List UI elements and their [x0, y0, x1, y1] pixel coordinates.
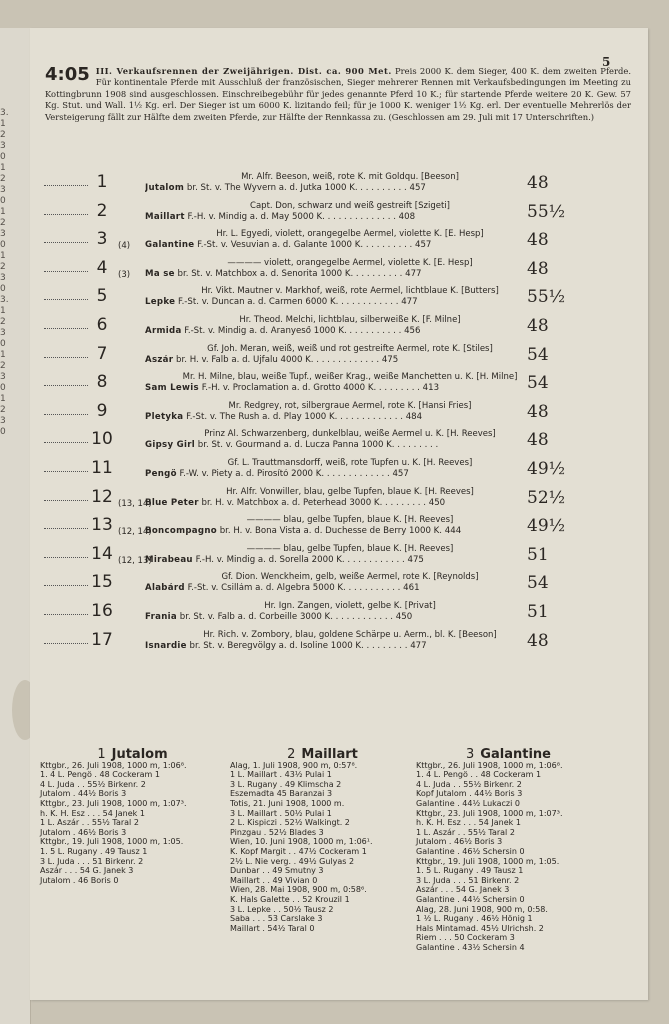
entry-number: 9: [96, 400, 108, 421]
left-margin-digits: [0, 108, 14, 438]
horse-id: 477: [410, 640, 427, 651]
horse-description: F.-H. v. Proclamation a. d. Grotto 4000 K. . . . . . . . .: [201, 383, 420, 394]
form-line: Kttgbr., 26. Juli 1908, 1000 m, 1:06⁸.: [40, 760, 187, 770]
margin-digit: 1: [0, 119, 6, 129]
entry-weight: 48: [527, 630, 549, 651]
horse-name: Pengö: [145, 469, 177, 479]
form-line: 3 L. Maillart . 50½ Pulai 1: [230, 808, 332, 818]
entry-owner: Hr. Rich. v. Zombory, blau, goldene Schärpe u. Aerm., bl. K. [Beeson]: [203, 629, 497, 640]
horse-name: Aszár: [145, 354, 174, 365]
page-number: 5: [602, 55, 611, 69]
horse-name: Armida: [145, 326, 182, 336]
margin-digit: 1: [0, 306, 6, 316]
horse-description: br. H. v. Matchbox a. d. Peterhead 3000 K. . . . . . . . .: [201, 497, 427, 508]
horse-name: Gipsy Girl: [145, 440, 196, 451]
margin-digit: 1: [0, 350, 6, 360]
entry-owner: ———— violett, orangegelbe Aermel, violette K. [E. Hesp]: [227, 257, 473, 268]
form-line: Eszemadta 45 Baranzai 3: [230, 789, 333, 799]
form-line: Wien, 10. Juni 1908, 1000 m, 1:06¹.: [230, 837, 373, 847]
horse-description: F.-St. v. Duncan a. d. Carmen 6000 K. . . . . . . . . . . .: [178, 297, 399, 308]
form-line: Alag, 1. Juli 1908, 900 m, 0:57⁸.: [230, 760, 358, 770]
form-line: Kttgbr., 23. Juli 1908, 1000 m, 1:07³.: [416, 808, 563, 818]
entry-owner: Hr. Vikt. Mautner v. Markhof, weiß, rote Aermel, lichtblaue K. [Butters]: [201, 286, 499, 297]
entry-weight: 48: [527, 230, 549, 251]
form-line: Kttgbr., 23. Juli 1908, 1000 m, 1:07³.: [40, 798, 187, 808]
margin-digit: 3.: [0, 295, 9, 305]
margin-digit: 3: [0, 185, 6, 195]
margin-digit: 2: [0, 218, 6, 228]
horse-name: Mirabeau: [145, 554, 193, 565]
entry-weight: 48: [527, 258, 549, 279]
form-line: 1 ½ L. Rugany . 46½ Hönig 1: [416, 914, 533, 924]
entry-owner: Mr. Alfr. Beeson, weiß, rote K. mit Goldqu. [Beeson]: [241, 172, 459, 182]
margin-digit: 1: [0, 251, 6, 261]
entry-row: [30, 171, 648, 201]
race-title: III. Verkaufsrennen der Zweijährigen. Dist. ca. 900 Met.: [95, 66, 392, 76]
entry-row: [30, 629, 648, 659]
horse-id: 456: [404, 326, 421, 336]
form-line: 3 L. Juda . . . 51 Birkenr. 2: [416, 875, 520, 885]
form-column-number: 1: [97, 747, 106, 762]
entry-weight: 52½: [527, 487, 566, 508]
entry-owner: Gf. L. Trauttmansdorff, weiß, rote Tupfen u. K. [H. Reeves]: [227, 458, 473, 468]
entry-row: [30, 486, 648, 516]
entry-number: 3: [96, 229, 108, 250]
horse-description: br. St. v. Gourmand a. d. Lucza Panna 1000 K. . . . . . . . .: [197, 440, 439, 451]
entry-horse: [145, 526, 520, 536]
form-line: 3 L. Juda . . . 51 Birkenr. 2: [40, 856, 144, 866]
horse-id: 475: [407, 554, 424, 565]
form-line: K. Hals Galette . . 52 Krouzil 1: [230, 894, 350, 904]
entry-weight: 54: [527, 573, 549, 594]
margin-digit: 2: [0, 130, 6, 140]
horse-id: 484: [405, 411, 423, 422]
entry-owner: Hr. Ign. Zangen, violett, gelbe K. [Privat]: [264, 601, 436, 611]
horse-id: 475: [381, 354, 399, 365]
horse-name: Sam Lewis: [145, 383, 199, 394]
horse-description: F.-St. v. The Rush a. d. Play 1000 K. . . . . . . . . . . . .: [186, 411, 403, 422]
entry-owner: ———— blau, gelbe Tupfen, blaue K. [H. Reeves]: [246, 543, 454, 554]
entry-row: [30, 200, 648, 230]
form-line: 1 L. Aszár . . 55½ Taral 2: [40, 818, 139, 828]
entry-weight: 49½: [527, 459, 566, 479]
form-line: Galantine . 44½ Lukaczi 0: [416, 798, 520, 808]
margin-digit: 0: [0, 152, 6, 162]
form-line: h. K. H. Esz . . . 54 Janek 1: [416, 818, 521, 828]
form-line: Pinzgau . 52½ Blades 3: [230, 827, 324, 837]
entry-horse: [145, 183, 520, 193]
form-line: 1 L. Aszár . . 55½ Taral 2: [416, 827, 515, 837]
entry-number: 6: [96, 315, 108, 335]
form-line: Riem . . . 50 Cockeram 3: [416, 933, 515, 943]
entry-owner: Gf. Dion. Wenckheim, gelb, weiße Aermel, rote K. [Reynolds]: [221, 572, 479, 583]
entry-owner: Hr. Alfr. Vonwiller, blau, gelbe Tupfen, blaue K. [H. Reeves]: [226, 486, 474, 497]
entry-number: 7: [96, 343, 108, 364]
race-header: [45, 66, 631, 123]
margin-digit: 3: [0, 229, 6, 239]
form-line: 1. 4 L. Pengö . . 48 Cockeram 1: [416, 770, 542, 780]
margin-digit: 3: [0, 141, 6, 151]
form-column-horse: Maillart: [301, 747, 358, 762]
form-line: Galantine . 46½ Schersin 0: [416, 846, 525, 856]
horse-description: F.-H. v. Mindig a. d. May 5000 K. . . . . . . . . . . . . .: [187, 211, 396, 222]
form-line: Kttgbr., 19. Juli 1908, 1000 m, 1:05.: [416, 856, 560, 866]
margin-digit: 0: [0, 339, 6, 349]
entry-row: [30, 457, 648, 487]
margin-digit: 3: [0, 416, 6, 426]
entry-row: [30, 543, 648, 573]
form-column: [230, 747, 415, 933]
entry-coupled: (3): [118, 269, 131, 280]
entry-horse: [145, 440, 520, 450]
entry-row: [30, 257, 648, 287]
left-page-edge: [0, 28, 31, 1024]
entry-horse: [145, 212, 520, 222]
form-line: Galantine . 44½ Schersin 0: [416, 894, 525, 904]
form-line: 1 L. Maillart . 43½ Pulai 1: [230, 770, 332, 780]
horse-id: 457: [415, 240, 432, 251]
entry-weight: 51: [527, 544, 549, 565]
form-line: 1. 5 L. Rugany . 49 Tausz 1: [416, 866, 524, 876]
entry-horse: [145, 383, 520, 393]
form-line: Maillart . . 49 Vivian 0: [230, 875, 318, 885]
entry-weight: 48: [527, 173, 549, 193]
entry-number: 14: [91, 543, 113, 564]
form-line: 2½ L. Nie verg. . 49½ Gulyas 2: [230, 856, 355, 866]
entry-owner: ———— blau, gelbe Tupfen, blaue K. [H. Reeves]: [246, 515, 454, 526]
entry-weight: 49½: [527, 516, 566, 537]
entry-horse: [145, 641, 520, 651]
margin-digit: 2: [0, 361, 6, 371]
entry-number: 12: [91, 486, 113, 507]
entry-coupled: (13, 14): [118, 498, 152, 509]
entry-row: [30, 314, 648, 344]
form-line: Alag, 28. Juni 1908, 900 m, 0:58.: [416, 904, 548, 914]
form-column: [40, 747, 225, 885]
horse-name: Blue Peter: [145, 497, 199, 508]
horse-name: Boncompagno: [145, 526, 217, 537]
entry-horse: [145, 240, 520, 250]
entry-number: 13: [91, 515, 113, 536]
horse-description: br. St. v. Matchbox a. d. Senorita 1000 K. . . . . . . . . .: [177, 268, 403, 279]
form-line: Saba . . . 53 Carslake 3: [230, 914, 323, 924]
margin-digit: 1: [0, 207, 6, 217]
form-line: K. Kopf Margit . . 47½ Cockeram 1: [230, 846, 367, 856]
horse-id: 477: [401, 297, 418, 308]
horse-description: br. St. v. Falb a. d. Corbeille 3000 K. . . . . . . . . . . .: [179, 612, 394, 622]
entry-row: [30, 428, 648, 458]
entry-row: [30, 371, 648, 401]
horse-name: Galantine: [145, 240, 195, 251]
entry-horse: [145, 297, 520, 307]
margin-digit: 0: [0, 196, 6, 206]
horse-id: 450: [428, 497, 446, 508]
horse-id: 413: [422, 383, 440, 394]
horse-description: br. St. v. The Wyvern a. d. Jutka 1000 K. . . . . . . . . .: [186, 183, 407, 193]
form-line: 1. 5 L. Rugany . 49 Tausz 1: [40, 846, 148, 856]
entry-row: [30, 400, 648, 430]
horse-id: 461: [403, 583, 420, 594]
margin-digit: 3: [0, 328, 6, 338]
horse-description: br. H. v. Falb a. d. Ujfalu 4000 K. . . . . . . . . . . . .: [176, 354, 380, 365]
form-line: Aszár . . . 54 G. Janek 3: [40, 866, 134, 876]
entry-number: 10: [91, 429, 113, 450]
entry-number: 4: [96, 257, 108, 278]
entry-coupled: (12, 13): [118, 555, 152, 566]
form-line: 3 L. Rugany . 49 Klimscha 2: [230, 779, 342, 789]
margin-digit: 1: [0, 394, 6, 404]
form-line: Kopf Jutalom . 44½ Boris 3: [416, 789, 523, 799]
entry-owner: Prinz Al. Schwarzenberg, dunkelblau, weiße Aermel u. K. [H. Reeves]: [204, 429, 496, 440]
entry-horse: [145, 412, 520, 422]
program-page: [30, 28, 648, 1000]
form-line: Jutalom . 46½ Boris 3: [40, 827, 127, 837]
entry-row: [30, 228, 648, 258]
form-line: Dunbar . . 49 Smutny 3: [230, 866, 324, 876]
form-line: h. K. H. Esz . . . 54 Janek 1: [40, 808, 145, 818]
entry-horse: [145, 555, 520, 565]
entry-horse: [145, 326, 520, 336]
margin-digit: 3: [0, 372, 6, 382]
entry-owner: Capt. Don, schwarz und weiß gestreift [Szigeti]: [250, 200, 450, 211]
margin-digit: 2: [0, 405, 6, 415]
horse-id: 477: [405, 268, 422, 279]
entry-weight: 48: [527, 430, 549, 451]
entry-weight: 54: [527, 344, 549, 365]
margin-digit: 3: [0, 273, 6, 283]
margin-digit: 2: [0, 174, 6, 184]
horse-description: br. H. v. Bona Vista a. d. Duchesse de Berry 1000 K.: [219, 526, 443, 537]
race-time: 4:05: [45, 64, 90, 85]
horse-description: F.-St. v. Vesuvian a. d. Galante 1000 K. . . . . . . . . .: [197, 240, 413, 251]
entry-coupled: (12, 14): [118, 527, 152, 538]
form-line: Hals Mintamad. 45½ Ulrichsh. 2: [416, 923, 544, 933]
entry-horse: [145, 269, 520, 279]
form-column-title: [416, 747, 601, 762]
entry-number: 17: [91, 629, 113, 650]
horse-description: F.-St. v. Mindig a. d. Aranyeső 1000 K. . . . . . . . . . .: [184, 326, 402, 336]
form-line: Jutalom . 46½ Boris 3: [416, 837, 503, 847]
form-column-horse: Jutalom: [111, 747, 168, 762]
margin-digit: 1: [0, 163, 6, 173]
entry-weight: 55½: [527, 201, 566, 222]
entry-horse: [145, 583, 520, 593]
entry-number: 8: [96, 372, 108, 393]
entry-owner: Mr. Redgrey, rot, silbergraue Aermel, rote K. [Hansi Fries]: [228, 400, 472, 411]
horse-name: Jutalom: [145, 183, 185, 193]
horse-id: 457: [392, 469, 409, 479]
entry-row: [30, 343, 648, 373]
entry-number: 2: [96, 200, 108, 221]
horse-name: Pletyka: [145, 411, 184, 422]
margin-digit: 3.: [0, 108, 9, 118]
form-line: 1. 4 L. Pengö . 48 Cockeram 1: [40, 770, 160, 780]
entry-row: [30, 285, 648, 315]
horse-description: br. St. v. Beregvölgy a. d. Isoline 1000 K. . . . . . . . .: [189, 640, 408, 651]
entry-horse: [145, 498, 520, 508]
margin-digit: 0: [0, 284, 6, 294]
entry-horse: [145, 355, 520, 365]
form-line: 4 L. Juda . . 55½ Birkenr. 2: [416, 779, 522, 789]
entry-horse: [145, 612, 520, 622]
form-column: [416, 747, 601, 952]
form-line: Kttgbr., 19. Juli 1908, 1000 m, 1:05.: [40, 837, 184, 847]
entry-row: [30, 600, 648, 630]
entry-weight: 48: [527, 401, 549, 422]
margin-digit: 0: [0, 383, 6, 393]
horse-description: F.-St. v. Csillám a. d. Algebra 5000 K. . . . . . . . . . .: [187, 583, 401, 594]
entry-number: 15: [91, 572, 113, 593]
entry-owner: Mr. H. Milne, blau, weiße Tupf., weißer Krag., weiße Manchetten u. K. [H. Milne]: [182, 372, 518, 383]
entry-row: [30, 571, 648, 601]
horse-name: Isnardie: [145, 640, 187, 651]
entry-number: 16: [91, 601, 113, 621]
horse-description: F.-H. v. Mindig a. d. Sorella 2000 K. . . . . . . . . . . .: [195, 554, 405, 565]
entry-weight: 51: [527, 602, 549, 622]
form-line: Wien, 28. Mai 1908, 900 m, 0:58⁶.: [230, 885, 367, 895]
horse-description: F.-W. v. Piety a. d. Pirosító 2000 K. . . . . . . . . . . . .: [179, 469, 390, 479]
margin-digit: 2: [0, 262, 6, 272]
entry-row: [30, 514, 648, 544]
horse-name: Maillart: [145, 211, 185, 222]
margin-digit: 0: [0, 240, 6, 250]
entry-weight: 55½: [527, 287, 566, 308]
form-column-title: [230, 747, 415, 762]
form-line: Totis, 21. Juni 1908, 1000 m.: [230, 798, 345, 808]
horse-id: 408: [398, 211, 416, 222]
form-line: Maillart . 54½ Taral 0: [230, 923, 315, 933]
form-line: Jutalom . 46 Boris 0: [40, 875, 119, 885]
form-line: 4 L. Juda . . 55½ Birkenr. 2: [40, 779, 146, 789]
horse-id: 457: [409, 183, 426, 193]
entry-horse: [145, 469, 520, 479]
horse-name: Ma se: [145, 268, 175, 279]
form-line: 3 L. Lepke . . 50½ Tausz 2: [230, 904, 334, 914]
race-conditions: Preis 2000 K. dem Sieger, 400 K. dem zweiten Pferde. Für kontinentale Pferde mit Ausschluß der französischen, Sieger mehrerer Rennen mit Verkaufsbedingungen im Meeting zu Kottingbrunn 1908 sind ausgeschlossen. Einschreibegebühr für jedes genannte Pferd 10 K.; für startende Pferde weitere 20 K. Gew. 57 Kg. Stut. und Wall. 1½ Kg. erl. Der Sieger ist um 6000 K. lizitando feil; für je 1000 K. weniger 1½ Kg. erl. Der eventuelle Mehrerlös der Versteigerung fällt zur Hälfte dem zweiten Pferde, zur Hälfte der Rennkassa zu. (Geschlossen am 29. Juli mit 17 Unterschriften.): [45, 66, 631, 122]
entry-number: 11: [91, 458, 113, 478]
entry-owner: Hr. Theod. Melchi, lichtblau, silberweiße K. [F. Milne]: [239, 315, 461, 325]
form-line: Jutalom . 44½ Boris 3: [40, 789, 127, 799]
form-line: Aszár . . . 54 G. Janek 3: [416, 885, 510, 895]
entry-coupled: (4): [118, 241, 131, 252]
entry-weight: 48: [527, 316, 549, 336]
form-column-title: [40, 747, 225, 762]
entry-owner: Gf. Joh. Meran, weiß, weiß und rot gestreifte Aermel, rote K. [Stiles]: [207, 343, 493, 354]
entry-number: 5: [96, 286, 108, 307]
horse-id: 444: [444, 526, 462, 537]
horse-id: 450: [395, 612, 413, 622]
form-column-number: 3: [466, 747, 475, 762]
form-column-number: 2: [287, 747, 296, 762]
margin-digit: 0: [0, 427, 6, 437]
entry-owner: Hr. L. Egyedi, violett, orangegelbe Aermel, violette K. [E. Hesp]: [216, 229, 484, 240]
form-line: Kttgbr., 26. Juli 1908, 1000 m, 1:06⁸.: [416, 760, 563, 770]
form-line: Galantine . 43½ Schersin 4: [416, 942, 525, 952]
horse-name: Lepke: [145, 297, 176, 308]
horse-name: Frania: [145, 612, 178, 622]
entry-weight: 54: [527, 373, 549, 394]
form-line: 2 L. Kispiczi . 52½ Walkingt. 2: [230, 818, 350, 828]
horse-name: Alabárd: [145, 583, 185, 594]
margin-digit: 2: [0, 317, 6, 327]
form-column-horse: Galantine: [480, 747, 551, 762]
entry-number: 1: [96, 172, 108, 192]
